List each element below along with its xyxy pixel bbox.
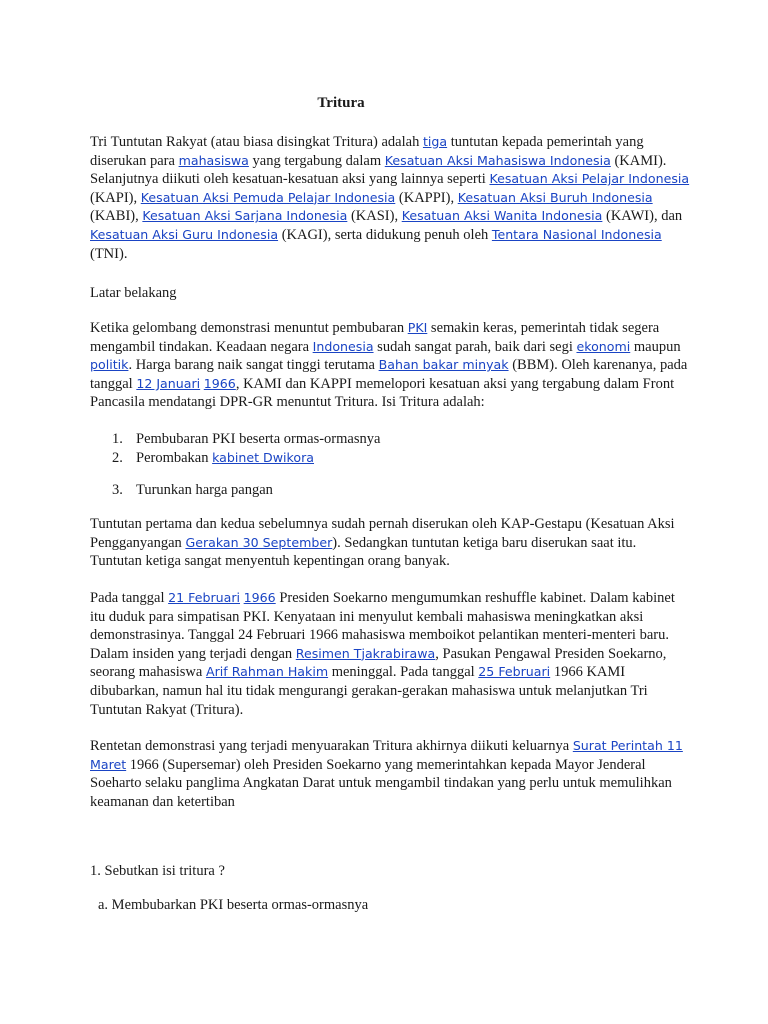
text-run: semakin keras, pemerintah tidak segera mengambil tindakan. Keadaan negara <box>90 320 660 355</box>
link-kawi[interactable]: Kesatuan Aksi Wanita Indonesia <box>401 208 603 224</box>
text-run: tuntutan kepada pemerintah yang diserukan para <box>90 134 644 169</box>
link-bahan-bakar-minyak[interactable]: Bahan bakar minyak <box>378 357 509 373</box>
link-resimen-tjakrabirawa[interactable]: Resimen Tjakrabirawa <box>295 645 436 661</box>
text-run: Pada tanggal <box>90 590 169 606</box>
link-kabinet-dwikora[interactable]: kabinet Dwikora <box>212 450 315 465</box>
text-run: Ketika gelombang demonstrasi menuntut pembubaran <box>90 320 408 336</box>
list-item <box>112 481 273 500</box>
text-run: , Pasukan Pengawal Presiden Soekarno, seorang mahasiswa <box>90 645 667 681</box>
supersemar-paragraph <box>90 737 690 811</box>
list-number: 2. <box>112 450 123 466</box>
list-item <box>112 449 314 468</box>
text-run: (KAWI), dan <box>602 208 683 225</box>
intro-paragraph <box>90 133 690 263</box>
link-g30s[interactable]: Gerakan 30 September <box>185 534 333 550</box>
list-number: 3. <box>112 482 123 498</box>
list-number: 1. <box>112 431 123 447</box>
text-run: Tri Tuntutan Rakyat (atau biasa disingkat Tritura) adalah <box>90 134 423 150</box>
text-run: 1966 KAMI dibubarkan, namun hal itu tidak mengurangi gerakan-gerakan mahasiswa untuk melanjutkan Tri Tuntutan Rakyat (Tritura). <box>90 664 648 718</box>
link-1966[interactable]: 1966 <box>203 375 236 391</box>
link-pki[interactable]: PKI <box>407 320 428 335</box>
background-paragraph <box>90 319 690 412</box>
link-25-februari[interactable]: 25 Februari <box>478 664 551 680</box>
link-kabi[interactable]: Kesatuan Aksi Buruh Indonesia <box>457 189 653 205</box>
text-run: meninggal. Pada tanggal <box>328 664 479 681</box>
link-tni[interactable]: Tentara Nasional Indonesia <box>491 226 662 242</box>
question-1: 1. Sebutkan isi tritura ? <box>90 863 225 879</box>
text-run: 1966 (Supersemar) oleh Presiden Soekarno yang memerintahkan kepada Mayor Jenderal Soeharto selaku panglima Angkatan Darat untuk mengambil tindakan yang perlu untuk memulihkan keamanan dan ketertiban <box>90 756 672 810</box>
text-run: (BBM). Oleh karenanya, pada tanggal <box>90 357 688 392</box>
text-run: yang tergabung dalam <box>248 152 385 169</box>
link-supersemar[interactable]: Surat Perintah 11 Maret <box>90 738 683 772</box>
link-kami[interactable]: Kesatuan Aksi Mahasiswa Indonesia <box>384 152 611 168</box>
text-run: maupun <box>630 338 681 355</box>
link-21-februari[interactable]: 21 Februari <box>168 590 241 605</box>
link-kasi[interactable]: Kesatuan Aksi Sarjana Indonesia <box>142 208 348 224</box>
link-12-januari[interactable]: 12 Januari <box>136 375 201 391</box>
list-item-text: Perombakan <box>136 450 213 466</box>
list-item <box>112 430 380 449</box>
link-politik[interactable]: politik <box>90 357 129 373</box>
answer-a: a. Membubarkan PKI beserta ormas-ormasnya <box>98 897 369 913</box>
reshuffle-paragraph <box>90 589 690 719</box>
text-run: Presiden Soekarno mengumumkan reshuffle kabinet. Dalam kabinet itu duduk para simpatisan PKI. Kenyataan ini menyulut kembali mahasiswa meningkatkan aksi demonstrasinya. Tanggal 24 Februari 1966 mahasiswa memboikot pelantikan menteri-menteri baru. Dalam insiden yang terjadi dengan <box>90 590 675 662</box>
text-run: Rentetan demonstrasi yang terjadi menyuarakan Tritura akhirnya diikuti keluarnya <box>90 738 573 754</box>
text-run: (TNI). <box>90 245 128 262</box>
text-run: (KASI), <box>347 208 402 225</box>
list-item-text: Pembubaran PKI beserta ormas-ormasnya <box>136 431 381 447</box>
link-mahasiswa[interactable]: mahasiswa <box>178 152 249 168</box>
link-indonesia[interactable]: Indonesia <box>312 338 374 354</box>
link-kappi[interactable]: Kesatuan Aksi Pemuda Pelajar Indonesia <box>140 189 396 205</box>
link-1966[interactable]: 1966 <box>243 590 276 605</box>
text-run: sudah sangat parah, baik dari segi <box>373 338 577 355</box>
link-arif-rahman-hakim[interactable]: Arif Rahman Hakim <box>205 664 329 680</box>
text-run: . Harga barang naik sangat tinggi terutama <box>128 357 379 374</box>
link-tiga[interactable]: tiga <box>422 134 448 149</box>
link-kapi[interactable]: Kesatuan Aksi Pelajar Indonesia <box>489 171 690 187</box>
heading-latar-belakang: Latar belakang <box>90 285 177 301</box>
list-item-text: Turunkan harga pangan <box>136 482 273 498</box>
demands-paragraph <box>90 515 690 571</box>
document-title: Tritura <box>317 95 365 111</box>
text-run: (KAPPI), <box>395 189 458 206</box>
text-run: (KAMI). Selanjutnya diikuti oleh kesatuan-kesatuan aksi yang lainnya seperti <box>90 152 667 188</box>
text-run: (KABI), <box>90 208 143 225</box>
text-run: , KAMI dan KAPPI memelopori kesatuan aksi yang tergabung dalam Front Pancasila mendatangi DPR-GR menuntut Tritura. Isi Tritura adalah: <box>90 375 675 411</box>
link-ekonomi[interactable]: ekonomi <box>576 338 631 354</box>
text-run: ). Sedangkan tuntutan ketiga baru diserukan saat itu. Tuntutan ketiga sangat menyentuh kepentingan orang banyak. <box>90 534 637 570</box>
text-run: (KAPI), <box>90 189 141 206</box>
text-run: Tuntutan pertama dan kedua sebelumnya sudah pernah diserukan oleh KAP-Gestapu (Kesatuan Aksi Pengganyangan <box>90 516 675 551</box>
text-run: (KAGI), serta didukung penuh oleh <box>278 226 492 243</box>
link-kagi[interactable]: Kesatuan Aksi Guru Indonesia <box>90 226 279 242</box>
